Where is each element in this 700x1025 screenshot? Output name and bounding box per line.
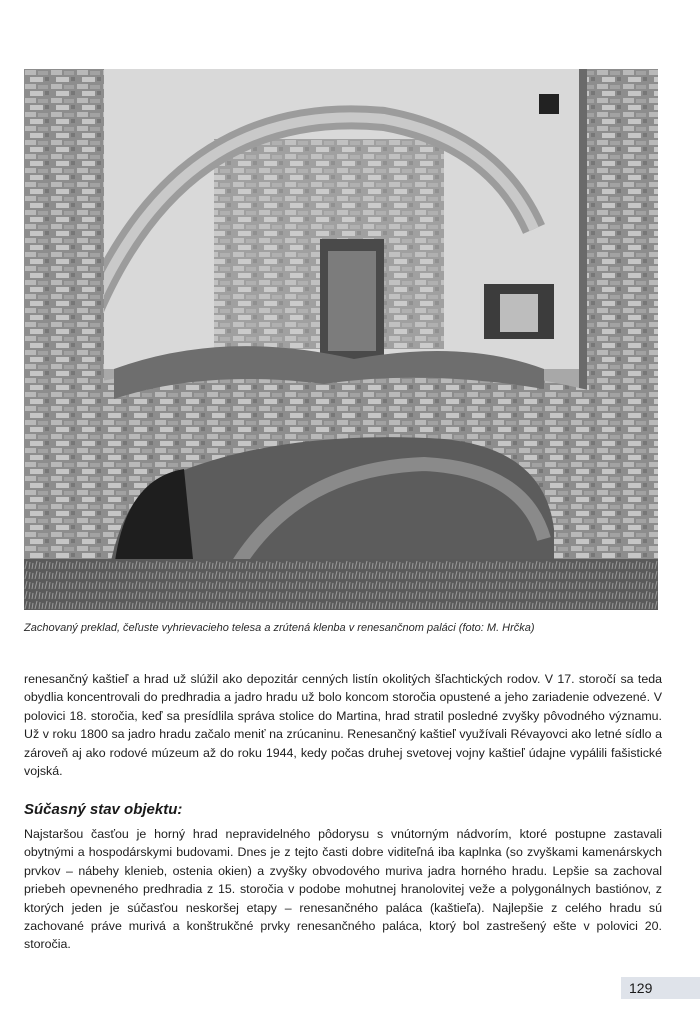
photo-caption: Zachovaný preklad, čeľuste vyhrievacieho telesa a zrútená klenba v renesančnom paláci (foto: M. Hrčka) [24,622,535,634]
castle-ruin-photo-icon [24,69,658,610]
section-heading: Súčasný stav objektu: [24,801,183,818]
intro-paragraph: renesančný kaštieľ a hrad už slúžil ako depozitár cenných listín okolitých šľachtických rodov. V 17. storočí sa teda obydlia koncentrovali do predhradia a jadro hradu už bolo koncom storočia opustené a jeho zariadenie odvezené. V polovici 18. storočia, keď sa presídlila správa stolice do Martina, hrad stratil posledné zvyšky pôvodného významu. Už v roku 1800 sa jadro hradu začalo meniť na zrúcaninu. Renesančný kaštieľ využívali Révayovci ako letné sídlo a zároveň aj ako rodové múzeum až do roku 1944, kedy počas druhej svetovej vojny kaštieľ údajne vypálili fašistické vojská. [24,672,662,779]
section-paragraph: Najstaršou časťou je horný hrad nepravidelného pôdorysu s vnútorným nádvorím, ktoré postupne zastavali obytnými a hospodárskymi budovami. Dnes je z tejto časti dobre viditeľná iba kaplnka (so zvyškami kamenárskych prvkov – nábehy klenieb, ostenia okien) a zvyšky obvodového muriva jadra horného hradu. Lepšie sa zachoval priebeh opevneného predhradia z 15. storočia v podobe mohutnej hranolovitej veže a polygonálnych bastiónov, z ktorých jeden je súčasťou neskoršej etapy – renesančného paláca (kaštieľa). Najlepšie z celého hradu sú zachované práve murivá a konštrukčné prvky renesančného paláca, ktorý bol zastrešený ešte v polovici 20. storočia. [24,827,662,952]
castle-ruin-photo [24,69,658,610]
page-number: 129 [621,977,700,999]
